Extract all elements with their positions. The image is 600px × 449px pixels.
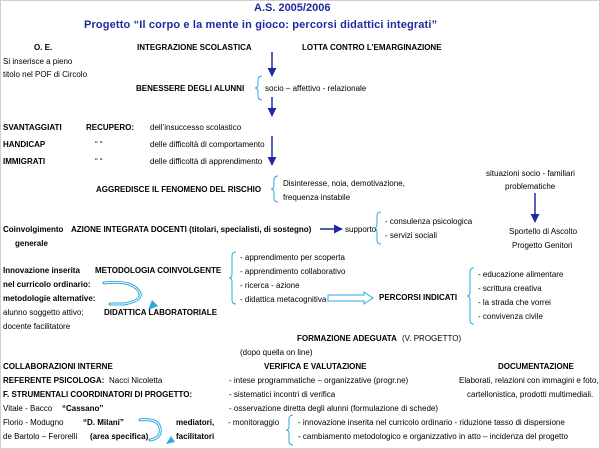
- formazione-suffix: (V. PROGETTO): [402, 334, 462, 343]
- formazione-label: FORMAZIONE ADEGUATA: [297, 334, 397, 343]
- innovazione-line-3: metodologie alternative:: [3, 294, 96, 303]
- cartellonistica-text: cartellonistica, prodotti multimediali.: [467, 390, 594, 399]
- collaborazioni-label: COLLABORAZIONI INTERNE: [3, 362, 113, 371]
- innovazione-line-4: alunno soggetto attivo;: [3, 308, 84, 317]
- milani-text: “D. Milani”: [83, 418, 124, 427]
- coinvolgimento-label-2: generale: [15, 239, 48, 248]
- benessere-label: BENESSERE DEGLI ALUNNI: [136, 84, 245, 93]
- sistematici-item: - sistematici incontri di verifica: [229, 390, 336, 399]
- handicap-label: HANDICAP: [3, 140, 46, 149]
- referente-name: Nacci Nicoletta: [109, 376, 163, 385]
- azione-integrata-label: AZIONE INTEGRATA DOCENTI (titolari, specialisti, di sostegno): [71, 225, 312, 234]
- handicap-ditto: “ “: [95, 140, 103, 149]
- innovazione-line-5: docente facilitatore: [3, 322, 71, 331]
- rischio-detail-2: frequenza instabile: [283, 193, 351, 202]
- double-arrow-percorsi: [328, 292, 373, 304]
- lotta-label: LOTTA CONTRO L’EMARGINAZIONE: [302, 43, 442, 52]
- recupero-label: RECUPERO:: [86, 123, 135, 132]
- sportello-line-2: Progetto Genitori: [512, 241, 573, 250]
- facilitatori-text: facilitatori: [176, 432, 215, 441]
- immigrati-ditto: “ “: [95, 157, 103, 166]
- cambiamento-item: - cambiamento metodologico e organizzativo in atto – incidenza del progetto: [298, 432, 568, 441]
- vitale-text: Vitale - Bacco: [3, 404, 53, 413]
- metodo-4: - didattica metacognitiva: [240, 295, 327, 304]
- oe-label: O. E.: [34, 43, 53, 52]
- osservazione-item: - osservazione diretta degli alunni (formulazione di schede): [229, 404, 438, 413]
- sportello-line-1: Sportello di Ascolto: [509, 227, 578, 236]
- oe-line-2: titolo nel POF di Circolo: [3, 70, 88, 79]
- situazioni-line-2: problematiche: [505, 182, 556, 191]
- metodo-1: - apprendimento per scoperta: [240, 253, 345, 262]
- consulenza-item: - consulenza psicologica: [385, 217, 473, 226]
- intese-item: - intese programmatiche – organizzative (progr.ne): [229, 376, 409, 385]
- brace-percorsi: [467, 268, 474, 324]
- handicap-detail: delle difficoltà di comportamento: [150, 140, 265, 149]
- debartolo-text: de Bartolo – Ferorelli: [3, 432, 78, 441]
- percorso-3: - la strada che vorrei: [478, 298, 551, 307]
- brace-benessere: [255, 76, 262, 100]
- metodologia-label: METODOLOGIA COINVOLGENTE: [95, 266, 222, 275]
- metodo-2: - apprendimento collaborativo: [240, 267, 346, 276]
- referente-label: REFERENTE PSICOLOGA:: [3, 376, 105, 385]
- innovazione-line-2: nel curricolo ordinario:: [3, 280, 91, 289]
- immigrati-label: IMMIGRATI: [3, 157, 46, 166]
- curved-arrow-facilitatori-head: [166, 436, 175, 444]
- metodo-3: - ricerca - azione: [240, 281, 300, 290]
- didattica-label: DIDATTICA LABORATORIALE: [104, 308, 218, 317]
- recupero-detail: dell’insuccesso scolastico: [150, 123, 242, 132]
- school-year: A.S. 2005/2006: [254, 2, 331, 14]
- oe-line-1: Si inserisce a pieno: [3, 57, 73, 66]
- brace-rischio: [271, 176, 278, 202]
- percorso-1: - educazione alimentare: [478, 270, 564, 279]
- page-frame: [1, 1, 600, 449]
- verifica-label: VERIFICA E VALUTAZIONE: [264, 362, 367, 371]
- brace-monitoraggio: [286, 415, 293, 445]
- situazioni-line-1: situazioni socio - familiari: [486, 169, 575, 178]
- percorsi-label: PERCORSI INDICATI: [379, 293, 458, 302]
- supporto-label: supporto: [345, 225, 377, 234]
- integrazione-label: INTEGRAZIONE SCOLASTICA: [137, 43, 252, 52]
- rischio-detail-1: Disinteresse, noia, demotivazione,: [283, 179, 405, 188]
- florio-text: Florio - Modugno: [3, 418, 64, 427]
- monitoraggio-item: - monitoraggio: [228, 418, 280, 427]
- project-title: Progetto “Il corpo e la mente in gioco: percorsi didattici integrati”: [84, 19, 438, 31]
- innovazione-inserita-item: - innovazione inserita nel curricolo ordinario - riduzione tasso di dispersione: [298, 418, 565, 427]
- benessere-detail: socio – affettivo - relazionale: [265, 84, 367, 93]
- curved-arrow-didattica-head: [148, 300, 158, 310]
- innovazione-line-1: Innovazione inserita: [3, 266, 80, 275]
- immigrati-detail: delle difficoltà di apprendimento: [150, 157, 263, 166]
- percorso-2: - scrittura creativa: [478, 284, 542, 293]
- rischio-label: AGGREDISCE IL FENOMENO DEL RISCHIO: [96, 185, 262, 194]
- svantaggiati-label: SVANTAGGIATI: [3, 123, 62, 132]
- cassano-text: “Cassano”: [62, 404, 104, 413]
- mediatori-text: mediatori,: [176, 418, 215, 427]
- elaborati-text: Elaborati, relazioni con immagini e foto,: [459, 376, 599, 385]
- formazione-note: (dopo quella on line): [240, 348, 313, 357]
- brace-metodi: [229, 252, 236, 304]
- servizi-item: - servizi sociali: [385, 231, 438, 240]
- brace-supporto: [374, 212, 381, 244]
- strumentali-label: F. STRUMENTALI COORDINATORI DI PROGETTO:: [3, 390, 193, 399]
- documentazione-label: DOCUMENTAZIONE: [498, 362, 574, 371]
- coinvolgimento-label: Coinvolgimento: [3, 225, 64, 234]
- area-specifica-text: (area specifica): [90, 432, 149, 441]
- percorso-4: - convivenza civile: [478, 312, 543, 321]
